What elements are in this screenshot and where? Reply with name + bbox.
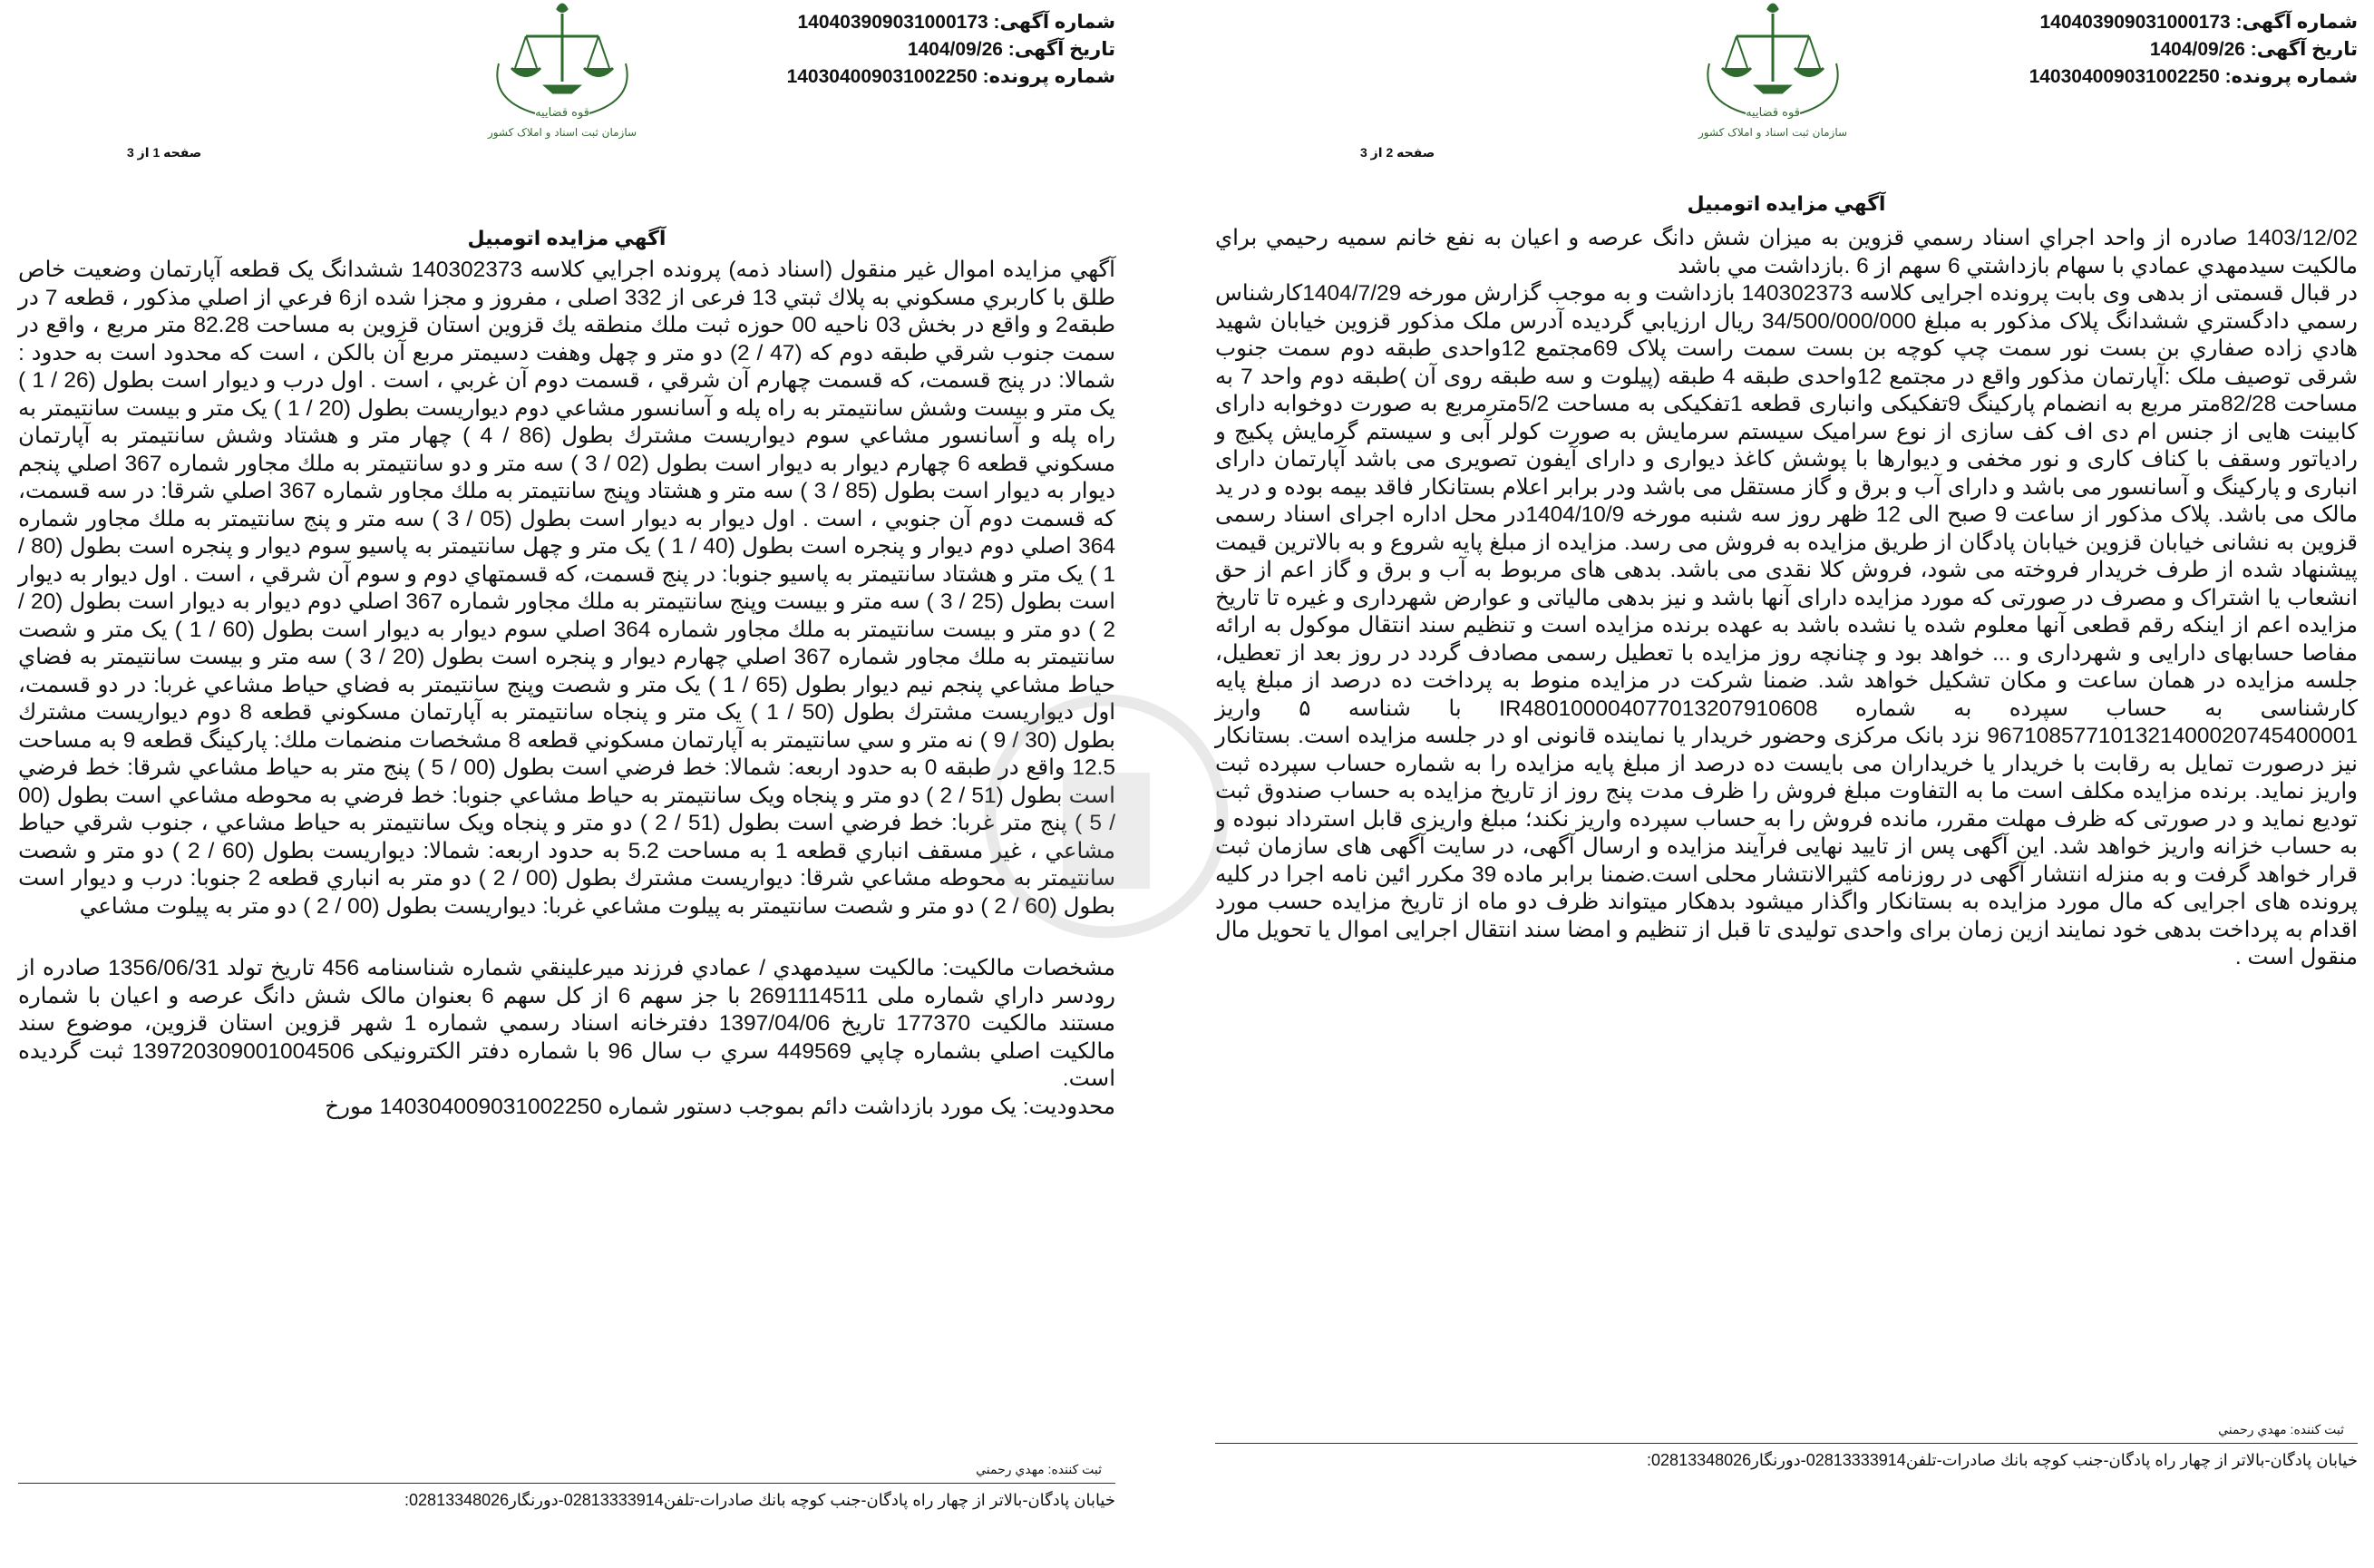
registrar: ثبت کننده: مهدي رحمني	[2218, 1422, 2344, 1437]
ownership-details: مشخصات مالكيت: مالكيت سيدمهدي / عمادي فرزند ميرعلينقي شماره شناسنامه 456 تاريخ تولد 1356/06/31 صادره از رودسر داراي شماره ملی 2691114511 با جز سهم 6 از كل سهم 6 بعنوان مالک شش دانگ عرصه و اعيان با شماره مستند مالكيت 177370 تاريخ 1397/04/06 دفترخانه اسناد رسمي شماره 1 شهر قزوين استان قزوين، موضوع سند مالكيت اصلي بشماره چاپي 449569 سري ب سال 96 با شماره دفتر الكترونيكی 139720309001004506 ثبت گرديده است.	[18, 956, 1115, 1091]
notice-footer	[1215, 1422, 2358, 1470]
auction-terms: در قبال قسمتی از بدهی وی بابت پرونده اجرایی کلاسه 140302373 بازداشت و به موجب گزارش مورخه 1404/7/29کارشناس رسمي دادگستري ششدانگ پلاک مذکور به مبلغ 34/500/000/000 ريال ارزيابي گرديده آدرس ملک مذکور قزوين خيابان شهيد هادي زاده صفاري بن بست نور سمت چپ كوچه بن بست سمت راست پلاک 69مجتمع 12واحدی طبقه دوم سمت جنوب شرقی توصیف ملک :آپارتمان مذکور واقع در مجتمع 12واحدی طبقه 4 طبقه (پیلوت و سه طبقه روی آن )طبقه دوم واحد 7 به مساحت 82/28متر مربع به انضمام پارکینگ 9تفکیکی وانباری قطعه 1تفکیکی به مساحت 5/2مترمربع به صورت دوخوابه دارای کابینت هایی از جنس ام دی اف کف سازی از نوع سرامیک سیستم سرمایش به صورت کولر آبی و سیستم گرمایش پکیج و رادیاتور وسقف با کناف کاری و نور مخفی و دیوارها با پوشش کاغذ دیواری و دارای آیفون تصویری می باشد آپارتمان دارای انباری و پارکینگ و آسانسور می باشد و دارای آب و برق و گاز مستقل می باشد ودر برابر اعلام بستانکار فاقد بیمه بوده و در ید مالک می باشد. پلاک مذکور از ساعت 9 صبح الی 12 ظهر روز سه شنبه مورخه 1404/10/9در محل اداره اجرای اسناد رسمی قزوين به نشانی خیابان قزوين خيابان پادگان از طریق مزایده به فروش می رسد. مزایده از مبلغ پایه شروع و به بالاترین قیمت پیشنهاد شده از طرف خریدار فروخته می شود، فروش کلا نقدی می باشد. بدهی های مربوط به آب و برق و گاز اعم از حق انشعاب یا اشتراک و مصرف در صورتی که مورد مزایده دارای آنها باشد و نیز بدهی مالیاتی و عوارض شهرداری و غیره تا تاریخ مزایده اعم از اینکه رقم قطعی آنها معلوم شده یا نشده باشد به عهده برنده مزایده است و تنظیم سند انتقال موکول به ارائه مفاصا حسابهای دارایی و شهرداری و ... خواهد بود و چنانچه روز مزایده با تعطیل رسمی مصادف گردد در روز بعد از تعطیل، جلسه مزایده در همان ساعت و مکان تشکیل خواهد شد. ضمنا شرکت در مزایده منوط به پرداخت ده درصد از مبلغ پایه کارشناسی به حساب سپرده به شماره IR480100004077013207910608 با شناسه ۵ واریز 967108577101321400020745400001 نزد بانک مرکزی وحضور خریدار یا نماینده قانونی او در جلسه مزایده است. بستانکار نیز درصورت تمایل به رقابت با خریدار یا خریداران می بایست ده درصد از مبلغ پایه مزایده را به شماره حساب سپرده ثبت واریز نماید. برنده مزایده مکلف است ما به التفاوت مبلغ فروش را ظرف مدت پنج روز از تاریخ مزایده به حساب صندوق ثبت تودیع نماید و در صورتی که ظرف مهلت مقرر، مانده فروش را به حساب سپرده واریز نکند؛ مبلغ واریزی قابل استرداد نبوده و به حساب خزانه واریز خواهد شد. این آگهی پس از تایید نهایی فرآیند مزایده و ارسال آگهی، در سایت آگهی های سازمان ثبت قرار خواهد گرفت و به منزله انتشار آگهی در روزنامه کثیرالانتشار محلی است.ضمنا برابر ماده 39 مکرر ائین نامه اجرا در کلیه پرونده های اجرایی که مال مورد مزایده به بستانکار واگذار میشود بدهکار میتواند ظرف دو ماه از تاریخ مزایده حسب مورد اقدام به پرداخت بدهی خود نمایند ازین زمان برای واحدی تولیدی تا قبل از تنظیم و امضا سند انتقال اجرایی اموال یا تحویل مال منقول است .	[1215, 281, 2359, 969]
emblem-caption: قوه قضاییه	[535, 106, 589, 120]
notice-footer	[18, 1462, 1115, 1510]
notice-meta	[1959, 9, 2358, 91]
notice-page-2	[1215, 0, 2358, 1568]
registrar: ثبت کننده: مهدي رحمني	[976, 1462, 1102, 1476]
notice-meta	[716, 9, 1115, 91]
page-number: صفحه 2 از 3	[1360, 145, 1435, 160]
property-description: آگهي مزايده اموال غير منقول (اسناد ذمه) پرونده اجرايي كلاسه 140302373 ششدانگ يک قطعه آپارتمان وضعيت خاص طلق با كاربري مسكوني به پلاك ثبتي 13 فرعی از 332 اصلی ، مفروز و مجزا شده از6 فرعي از اصلي مذكور ، قطعه 7 در طبقه2 و واقع در بخش 03 ناحيه 00 حوزه ثبت ملك منطقه يك قزوين استان قزوين به مساحت 82.28 متر مربع ، واقع در سمت جنوب شرقي طبقه دوم كه (47 / 2) دو متر و چهل وهفت دسيمتر مربع آن بالكن ، است كه محدود است به حدود : شمالا: در پنج قسمت، كه قسمت چهارم آن شرقي ، قسمت دوم آن غربي ، است . اول درب و ديوار است بطول (26 / 1 ) يک متر و بيست وشش سانتيمتر به راه پله و آسانسور مشاعي دوم ديواريست بطول (20 / 1 ) يک متر و بيست سانتيمتر به راه پله و آسانسور مشاعي سوم ديواريست مشترك بطول (86 / 4 ) چهار متر و هشتاد وشش سانتيمتر به آپارتمان مسكوني قطعه 6 چهارم ديوار به ديوار است بطول (02 / 3 ) سه متر و دو سانتيمتر به ملك مجاور شماره 367 اصلي پنجم ديوار به ديوار است بطول (85 / 3 ) سه متر و هشتاد وپنج سانتيمتر به ملك مجاور شماره 367 اصلي شرقا: در سه قسمت، كه قسمت دوم آن جنوبي ، است . اول ديوار به ديوار است بطول (05 / 3 ) سه متر و پنج سانتيمتر به ملك مجاور شماره 364 اصلي دوم ديوار و پنجره است بطول (40 / 1 ) يک متر و چهل سانتيمتر به پاسيو سوم ديوار و پنجره است بطول (80 / 1 ) يک متر و هشتاد سانتيمتر به پاسيو جنوبا: در پنج قسمت، كه قسمتهاي دوم و سوم آن شرقي ، است . اول ديوار به ديوار است بطول (25 / 3 ) سه متر و بيست وپنج سانتيمتر به ملك مجاور شماره 367 اصلي دوم ديوار به ديوار است بطول (20 / 2 ) دو متر و بيست سانتيمتر به ملك مجاور شماره 364 اصلي سوم ديوار به ديوار است بطول (60 / 1 ) يک متر و شصت سانتيمتر به ملك مجاور شماره 367 اصلي چهارم ديوار و پنجره است بطول (20 / 3 ) سه متر و بيست سانتيمتر به فضاي حياط مشاعي پنجم نيم ديوار بطول (65 / 1 ) يک متر و شصت وپنج سانتيمتر به فضاي حياط مشاعي غربا: در دو قسمت، اول ديواريست مشترك بطول (50 / 1 ) يک متر و پنجاه سانتيمتر به آپارتمان مسكوني قطعه 8 دوم ديواريست مشترك بطول (30 / 9 ) نه متر و سي سانتيمتر به آپارتمان مسكوني قطعه 8 مشخصات منضمات ملك: پاركينگ قطعه 9 به مساحت 12.5 واقع در طبقه 0 به حدود اربعه: شمالا: خط فرضي است بطول (00 / 5 ) پنج متر به حياط مشاعي شرقا: خط فرضي است بطول (51 / 2 ) دو متر و پنجاه ويک سانتيمتر به حياط مشاعي جنوبا: خط فرضي به محوطه مشاعي است بطول (00 / 5 ) پنج متر غربا: خط فرضي است بطول (51 / 2 ) دو متر و پنجاه ويک سانتيمتر به حياط مشاعي ، جنوب شرقي حياط مشاعي ، غير مسقف انباري قطعه 1 به مساحت 5.2 به حدود اربعه: شمالا: ديواريست بطول (60 / 2 ) دو متر و شصت سانتيمتر به محوطه مشاعي شرقا: ديواريست مشترك بطول (00 / 2 ) دو متر به انباري قطعه 2 جنوبا: درب و ديوار است بطول (60 / 2 ) دو متر و شصت سانتيمتر به پيلوت مشاعي غربا: ديواريست بطول (00 / 2 ) دو متر به پيلوت مشاعي	[18, 258, 1116, 919]
notice-number: شماره آگهی: 140403909031000173	[797, 12, 1115, 33]
office-address: خيابان پادگان-بالاتر از چهار راه پادگان-جنب كوچه بانك صادرات-تلفن02813333914-دورنگار02813348026:	[404, 1491, 1115, 1509]
office-address: خيابان پادگان-بالاتر از چهار راه پادگان-جنب كوچه بانك صادرات-تلفن02813333914-دورنگار02813348026:	[1647, 1451, 2358, 1469]
notice-page-1	[18, 0, 1115, 1568]
notice-date: تاریخ آگهی: 1404/09/26	[2149, 39, 2358, 60]
notice-body	[18, 257, 1115, 1121]
page-number: صفحه 1 از 3	[127, 145, 202, 160]
footer-divider	[18, 1483, 1115, 1484]
restriction-details: محدوديت: يک مورد بازداشت دائم بموجب دستور شماره 140304009031002250 مورخ	[325, 1094, 1115, 1119]
notice-title: آگهي مزايده اتومبيل	[467, 227, 666, 249]
seizure-details: 1403/12/02 صادره از واحد اجراي اسناد رسمي قزوين به ميزان شش دانگ عرصه و اعيان به نفع خانم سميه رحيمي براي مالكيت سيدمهدي عمادي با سهام بازداشتي 6 سهم از 6 .بازداشت مي باشد	[1215, 226, 2358, 278]
notice-date: تاریخ آگهی: 1404/09/26	[907, 39, 1115, 60]
notice-number: شماره آگهی: 140403909031000173	[2039, 12, 2358, 33]
emblem-caption: قوه قضاییه	[1746, 106, 1800, 120]
notice-body	[1215, 225, 2358, 972]
footer-divider	[1215, 1443, 2358, 1444]
emblem-org: سازمان ثبت اسناد و املاک کشور	[1698, 126, 1848, 139]
judiciary-emblem-icon	[1691, 0, 1854, 145]
file-number: شماره پرونده: 140304009031002250	[2029, 66, 2358, 87]
notice-title: آگهي مزايده اتومبيل	[1687, 192, 1886, 215]
emblem-org: سازمان ثبت اسناد و املاک کشور	[487, 126, 637, 139]
file-number: شماره پرونده: 140304009031002250	[786, 66, 1115, 87]
judiciary-emblem-icon	[481, 0, 644, 145]
